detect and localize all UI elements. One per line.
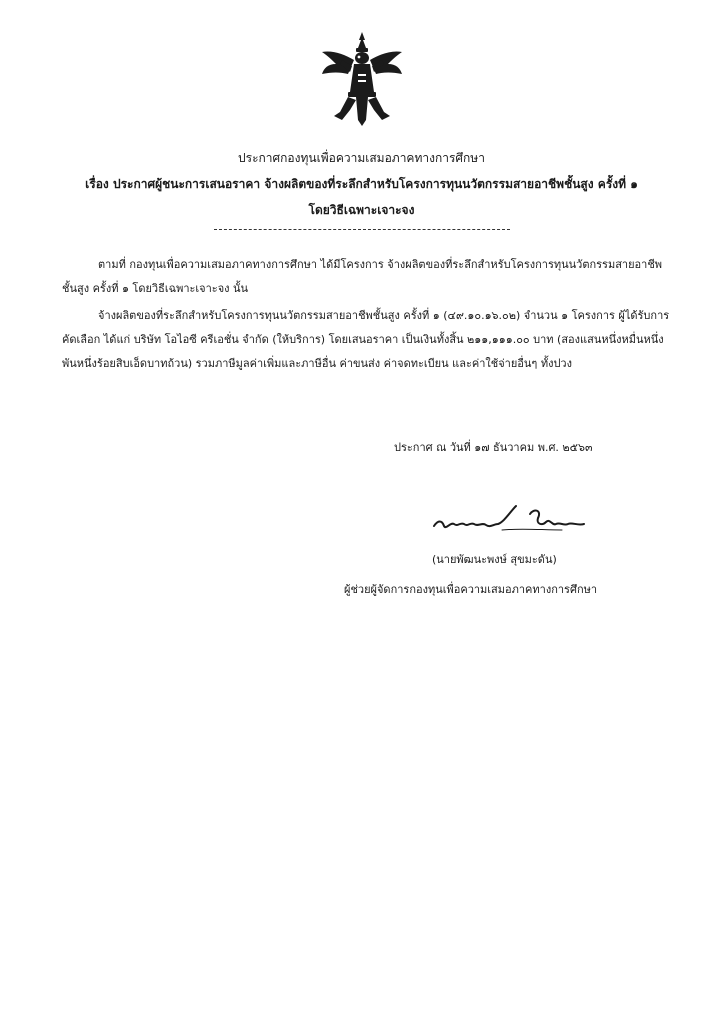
- announcement-date: ประกาศ ณ วันที่ ๑๗ ธันวาคม พ.ศ. ๒๕๖๓: [394, 441, 593, 454]
- subject-heading: เรื่อง ประกาศผู้ชนะการเสนอราคา จ้างผลิตของที่ระลึกสำหรับโครงการทุนนวัตกรรมสายอาชีพชั้นสูง ครั้งที่ ๑: [85, 177, 638, 191]
- signatory-title: ผู้ช่วยผู้จัดการกองทุนเพื่อความเสมอภาคทางการศึกษา: [344, 583, 598, 596]
- garuda-emblem-icon: [318, 30, 406, 130]
- signatory-name: (นายพัฒนะพงษ์ สุขมะดัน): [432, 553, 557, 566]
- organization-heading: ประกาศกองทุนเพื่อความเสมอภาคทางการศึกษา: [238, 151, 485, 165]
- dashed-divider: [214, 229, 510, 230]
- body-paragraph-1: ตามที่ กองทุนเพื่อความเสมอภาคทางการศึกษา ได้มีโครงการ จ้างผลิตของที่ระลึกสำหรับโครงการทุนนวัตกรรมสายอาชีพชั้นสูง ครั้งที่ ๑ โดยวิธีเฉพาะเจาะจง นั้น: [62, 258, 663, 295]
- body-paragraph-2: จ้างผลิตของที่ระลึกสำหรับโครงการทุนนวัตกรรมสายอาชีพชั้นสูง ครั้งที่ ๑ (๔๙.๑๐.๑๖.๐๒) จำนวน ๑ โครงการ ผู้ได้รับการคัดเลือก ได้แก่ บริษัท โอไอซี ครีเอชั่น จำกัด (ให้บริการ) โดยเสนอราคา เป็นเงินทั้งสิ้น ๒๑๑,๑๑๑.๐๐ บาท (สองแสนหนึ่งหมื่นหนึ่งพันหนึ่งร้อยสิบเอ็ดบาทถ้วน) รวมภาษีมูลค่าเพิ่มและภาษีอื่น ค่าขนส่ง ค่าจดทะเบียน และค่าใช้จ่ายอื่นๆ ทั้งปวง: [62, 309, 670, 370]
- handwritten-signature-icon: [432, 500, 592, 540]
- method-heading: โดยวิธีเฉพาะเจาะจง: [308, 203, 415, 217]
